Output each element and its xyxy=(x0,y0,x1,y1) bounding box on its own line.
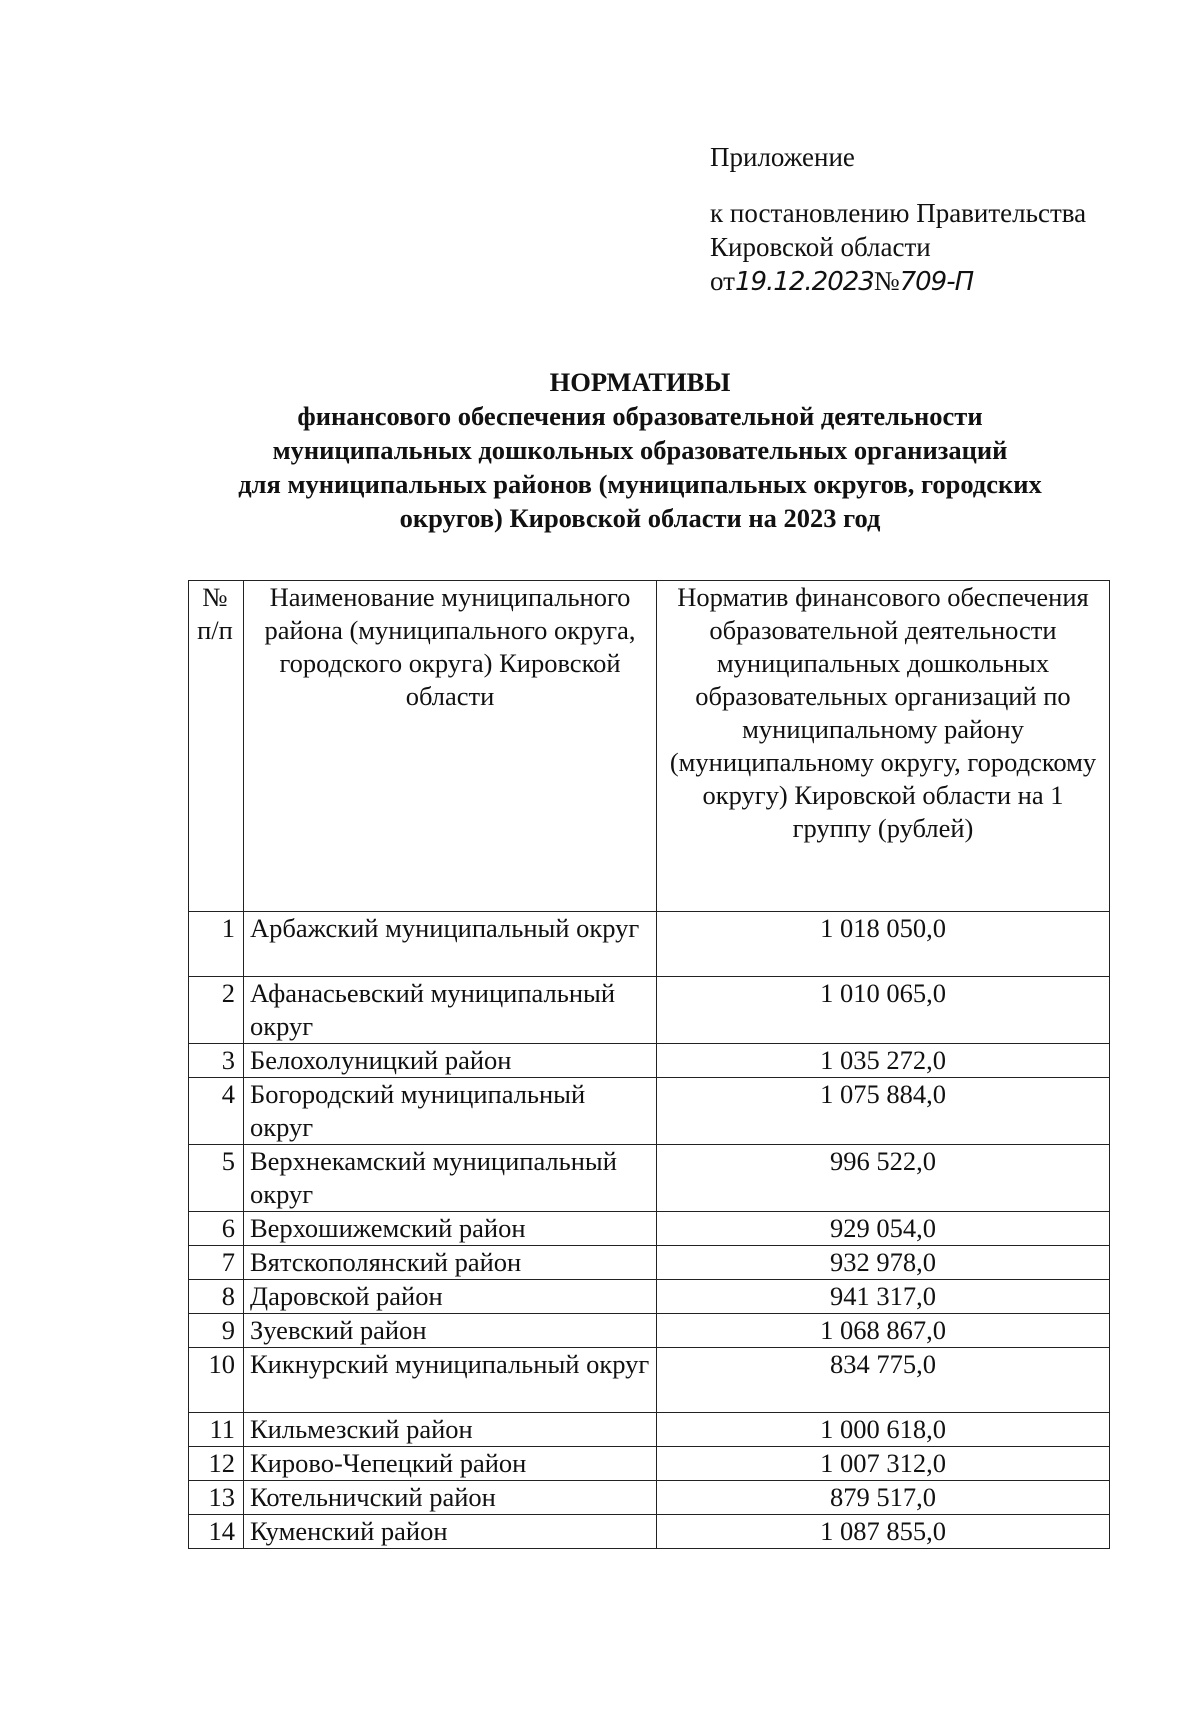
row-name: Верхнекамский муниципальный округ xyxy=(244,1145,657,1212)
row-value: 1 035 272,0 xyxy=(657,1044,1110,1078)
row-name: Кирово-Чепецкий район xyxy=(244,1447,657,1481)
title-line-1: финансового обеспечения образовательной деятельности xyxy=(297,401,983,431)
title-heading: НОРМАТИВЫ xyxy=(549,367,731,397)
handwritten-number: 709-П xyxy=(899,267,974,297)
row-num: 2 xyxy=(189,977,244,1044)
number-prefix: № xyxy=(873,266,900,296)
norms-table xyxy=(188,580,1110,1549)
table-row xyxy=(189,1481,1110,1515)
handwritten-date: 19.12.2023 xyxy=(734,267,874,297)
row-value: 879 517,0 xyxy=(657,1481,1110,1515)
appendix-decree-line: к постановлению Правительства xyxy=(710,198,1087,228)
appendix-region-line: Кировской области xyxy=(710,232,931,262)
table-row xyxy=(189,1280,1110,1314)
row-num: 6 xyxy=(189,1212,244,1246)
row-value: 932 978,0 xyxy=(657,1246,1110,1280)
row-num: 4 xyxy=(189,1078,244,1145)
row-num: 7 xyxy=(189,1246,244,1280)
row-name: Даровской район xyxy=(244,1280,657,1314)
row-value: 834 775,0 xyxy=(657,1348,1110,1413)
row-value: 1 075 884,0 xyxy=(657,1078,1110,1145)
row-num: 13 xyxy=(189,1481,244,1515)
row-value: 1 000 618,0 xyxy=(657,1413,1110,1447)
row-name: Куменский район xyxy=(244,1515,657,1549)
date-prefix: от xyxy=(710,266,735,296)
title-line-4: округов) Кировской области на 2023 год xyxy=(399,503,881,533)
table-row xyxy=(189,912,1110,977)
table-row xyxy=(189,1447,1110,1481)
table-row xyxy=(189,1515,1110,1549)
table-row xyxy=(189,1145,1110,1212)
row-value: 1 018 050,0 xyxy=(657,912,1110,977)
row-value: 1 068 867,0 xyxy=(657,1314,1110,1348)
row-num: 3 xyxy=(189,1044,244,1078)
document-title xyxy=(200,365,1080,535)
row-num: 12 xyxy=(189,1447,244,1481)
table-row xyxy=(189,1246,1110,1280)
appendix-block xyxy=(710,140,1086,299)
row-name: Кильмезский район xyxy=(244,1413,657,1447)
row-name: Афанасьевский муниципальный округ xyxy=(244,977,657,1044)
row-num: 14 xyxy=(189,1515,244,1549)
table-row xyxy=(189,1413,1110,1447)
row-name: Верхошижемский район xyxy=(244,1212,657,1246)
row-name: Белохолуницкий район xyxy=(244,1044,657,1078)
title-line-2: муниципальных дошкольных образовательных организаций xyxy=(272,435,1008,465)
table-row xyxy=(189,977,1110,1044)
row-value: 1 007 312,0 xyxy=(657,1447,1110,1481)
row-num: 1 xyxy=(189,912,244,977)
table-row xyxy=(189,1348,1110,1413)
header-value: Норматив финансового обеспечения образовательной деятельности муниципальных дошкольных образовательных организаций по муниципальному району (муниципальному округу, городскому округу) Кировской области на 1 группу (рублей) xyxy=(657,581,1110,912)
row-name: Арбажский муниципальный округ xyxy=(244,912,657,977)
row-value: 1 010 065,0 xyxy=(657,977,1110,1044)
row-name: Богородский муниципальный округ xyxy=(244,1078,657,1145)
title-line-3: для муниципальных районов (муниципальных округов, городских xyxy=(238,469,1042,499)
row-name: Котельничский район xyxy=(244,1481,657,1515)
row-name: Кикнурский муниципальный округ xyxy=(244,1348,657,1413)
table-header-row xyxy=(189,581,1110,912)
row-name: Вятскополянский район xyxy=(244,1246,657,1280)
table-row xyxy=(189,1314,1110,1348)
row-value: 1 087 855,0 xyxy=(657,1515,1110,1549)
table-row xyxy=(189,1044,1110,1078)
row-value: 929 054,0 xyxy=(657,1212,1110,1246)
row-num: 8 xyxy=(189,1280,244,1314)
row-num: 10 xyxy=(189,1348,244,1413)
row-num: 5 xyxy=(189,1145,244,1212)
row-value: 941 317,0 xyxy=(657,1280,1110,1314)
row-value: 996 522,0 xyxy=(657,1145,1110,1212)
appendix-label: Приложение xyxy=(710,142,855,172)
row-num: 11 xyxy=(189,1413,244,1447)
row-num: 9 xyxy=(189,1314,244,1348)
header-num: № п/п xyxy=(189,581,244,912)
appendix-date-line xyxy=(710,264,1086,299)
table-row xyxy=(189,1212,1110,1246)
table-row xyxy=(189,1078,1110,1145)
row-name: Зуевский район xyxy=(244,1314,657,1348)
header-name: Наименование муниципального района (муниципального округа, городского округа) Кировской области xyxy=(244,581,657,912)
